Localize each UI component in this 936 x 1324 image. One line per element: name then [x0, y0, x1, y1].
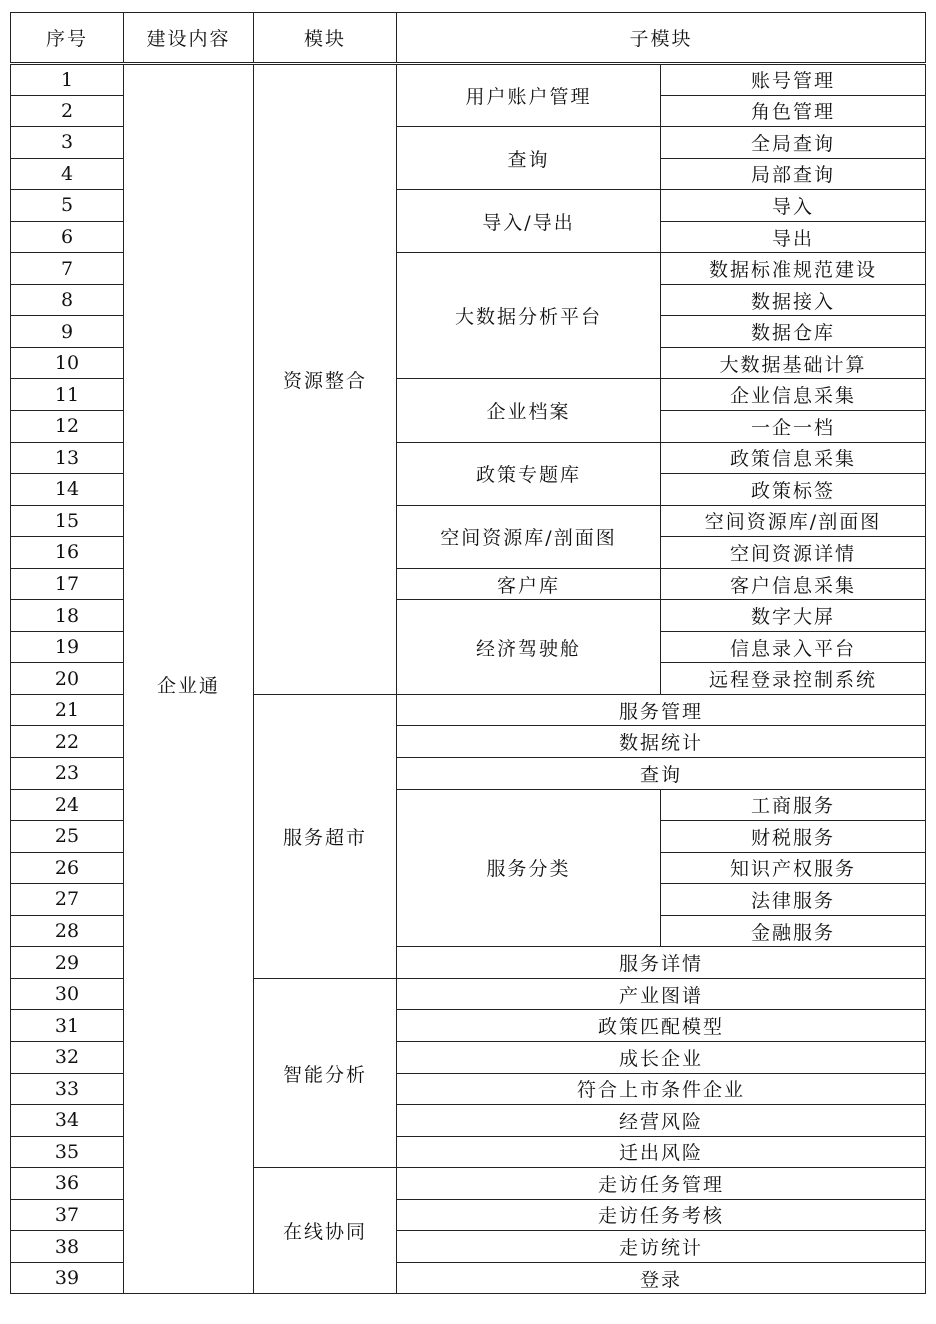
- group-cell: 空间资源库/剖面图: [397, 505, 661, 568]
- row-index: 14: [11, 474, 124, 506]
- row-index: 26: [11, 852, 124, 884]
- submodule-cell: 经营风险: [397, 1105, 926, 1137]
- row-index: 13: [11, 442, 124, 474]
- submodule-cell: 走访统计: [397, 1231, 926, 1263]
- row-index: 16: [11, 537, 124, 569]
- header-index: 序号: [11, 13, 124, 64]
- row-index: 24: [11, 789, 124, 821]
- row-index: 11: [11, 379, 124, 411]
- row-index: 32: [11, 1041, 124, 1073]
- header-module: 模块: [254, 13, 397, 64]
- submodule-cell: 工商服务: [661, 789, 926, 821]
- module-cell: 服务超市: [254, 694, 397, 978]
- row-index: 12: [11, 411, 124, 443]
- group-cell: 服务分类: [397, 789, 661, 947]
- row-index: 18: [11, 600, 124, 632]
- row-index: 25: [11, 821, 124, 853]
- submodule-cell: 空间资源库/剖面图: [661, 505, 926, 537]
- row-index: 9: [11, 316, 124, 348]
- header-content: 建设内容: [124, 13, 254, 64]
- submodule-cell: 财税服务: [661, 821, 926, 853]
- table-row: [11, 64, 926, 96]
- row-index: 10: [11, 347, 124, 379]
- row-index: 29: [11, 947, 124, 979]
- row-index: 3: [11, 127, 124, 159]
- submodule-cell: 法律服务: [661, 884, 926, 916]
- group-cell: 企业档案: [397, 379, 661, 442]
- submodule-cell: 局部查询: [661, 158, 926, 190]
- submodule-cell: 数据接入: [661, 284, 926, 316]
- group-cell: 大数据分析平台: [397, 253, 661, 379]
- header-row: [11, 13, 926, 64]
- submodule-cell: 导入: [661, 190, 926, 222]
- row-index: 4: [11, 158, 124, 190]
- submodule-cell: 空间资源详情: [661, 537, 926, 569]
- module-cell: 在线协同: [254, 1168, 397, 1294]
- group-cell: 政策专题库: [397, 442, 661, 505]
- submodule-cell: 大数据基础计算: [661, 347, 926, 379]
- group-cell: 导入/导出: [397, 190, 661, 253]
- submodule-cell: 金融服务: [661, 915, 926, 947]
- submodule-cell: 服务详情: [397, 947, 926, 979]
- row-index: 17: [11, 568, 124, 600]
- row-index: 20: [11, 663, 124, 695]
- submodule-cell: 政策匹配模型: [397, 1010, 926, 1042]
- row-index: 5: [11, 190, 124, 222]
- row-index: 36: [11, 1168, 124, 1200]
- module-cell: 智能分析: [254, 978, 397, 1167]
- header-submodule: 子模块: [397, 13, 926, 64]
- group-cell: 查询: [397, 127, 661, 190]
- submodule-cell: 登录: [397, 1262, 926, 1294]
- row-index: 6: [11, 221, 124, 253]
- table-body: [11, 64, 926, 1294]
- row-index: 27: [11, 884, 124, 916]
- module-cell: 资源整合: [254, 64, 397, 695]
- row-index: 19: [11, 631, 124, 663]
- group-cell: 用户账户管理: [397, 64, 661, 127]
- row-index: 7: [11, 253, 124, 285]
- submodule-cell: 查询: [397, 758, 926, 790]
- row-index: 2: [11, 95, 124, 127]
- row-index: 39: [11, 1262, 124, 1294]
- submodule-cell: 全局查询: [661, 127, 926, 159]
- submodule-cell: 一企一档: [661, 411, 926, 443]
- row-index: 1: [11, 64, 124, 96]
- row-index: 34: [11, 1105, 124, 1137]
- submodule-cell: 政策标签: [661, 474, 926, 506]
- submodule-cell: 信息录入平台: [661, 631, 926, 663]
- row-index: 35: [11, 1136, 124, 1168]
- submodule-cell: 走访任务管理: [397, 1168, 926, 1200]
- submodule-cell: 远程登录控制系统: [661, 663, 926, 695]
- submodule-cell: 导出: [661, 221, 926, 253]
- submodule-cell: 成长企业: [397, 1041, 926, 1073]
- submodule-cell: 产业图谱: [397, 978, 926, 1010]
- submodule-cell: 数据统计: [397, 726, 926, 758]
- submodule-cell: 账号管理: [661, 64, 926, 96]
- row-index: 31: [11, 1010, 124, 1042]
- row-index: 33: [11, 1073, 124, 1105]
- row-index: 38: [11, 1231, 124, 1263]
- row-index: 8: [11, 284, 124, 316]
- submodule-cell: 政策信息采集: [661, 442, 926, 474]
- row-index: 22: [11, 726, 124, 758]
- submodule-cell: 数据仓库: [661, 316, 926, 348]
- submodule-cell: 符合上市条件企业: [397, 1073, 926, 1105]
- group-cell: 客户库: [397, 568, 661, 600]
- submodule-cell: 角色管理: [661, 95, 926, 127]
- row-index: 28: [11, 915, 124, 947]
- row-index: 23: [11, 758, 124, 790]
- content-cell: 企业通: [124, 64, 254, 1294]
- submodule-cell: 数字大屏: [661, 600, 926, 632]
- submodule-cell: 走访任务考核: [397, 1199, 926, 1231]
- row-index: 30: [11, 978, 124, 1010]
- group-cell: 经济驾驶舱: [397, 600, 661, 695]
- submodule-cell: 迁出风险: [397, 1136, 926, 1168]
- construction-content-table: [10, 12, 926, 1294]
- submodule-cell: 数据标准规范建设: [661, 253, 926, 285]
- table-container: [10, 12, 926, 1294]
- row-index: 15: [11, 505, 124, 537]
- submodule-cell: 服务管理: [397, 694, 926, 726]
- submodule-cell: 企业信息采集: [661, 379, 926, 411]
- submodule-cell: 客户信息采集: [661, 568, 926, 600]
- row-index: 37: [11, 1199, 124, 1231]
- row-index: 21: [11, 694, 124, 726]
- submodule-cell: 知识产权服务: [661, 852, 926, 884]
